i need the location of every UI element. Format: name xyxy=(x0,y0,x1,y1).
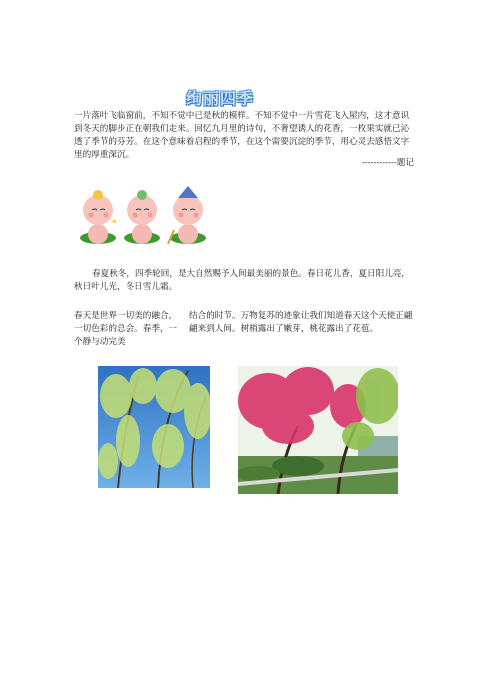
baby-icon xyxy=(124,190,160,244)
baby-cartoon-icons xyxy=(76,186,210,246)
page-title: 绚丽四季 xyxy=(185,89,254,108)
spring-column-left: 春天是世界一切美的融合，一切色彩的总会。春季，一个静与动完美 xyxy=(74,311,178,347)
spring-column-right: 结合的时节。万物复苏的迹象让我们知道春天这个天使正翩翩来到人间。树梢露出了嫩芽，桃花露出了花苞。 xyxy=(189,311,413,334)
seasons-paragraph: 春夏秋冬，四季轮回，是大自然赐予人间最美丽的景色。春日花儿香，夏日阳儿亮，秋日叶儿光，冬日雪儿霜。 xyxy=(74,269,410,292)
willow-tree-photo xyxy=(98,366,210,488)
baby-icon xyxy=(80,190,117,244)
intro-paragraph: 一片落叶飞临窗前，不知不觉中已是秋的模样。不知不觉中一片雪花飞入屋内，这才意识到冬天的脚步正在朝我们走来。回忆九月里的诗句，不奢望诱人的花香，一枚果实就已沁透了季节的芬芳。在这个意味着启程的季节，在这个需要沉淀的季节，用心灵去感悟文字里的厚重深沉。 xyxy=(74,111,410,160)
baby-icon xyxy=(168,186,206,244)
signature: ------------题记 xyxy=(361,158,414,168)
peach-blossom-photo xyxy=(238,366,398,494)
